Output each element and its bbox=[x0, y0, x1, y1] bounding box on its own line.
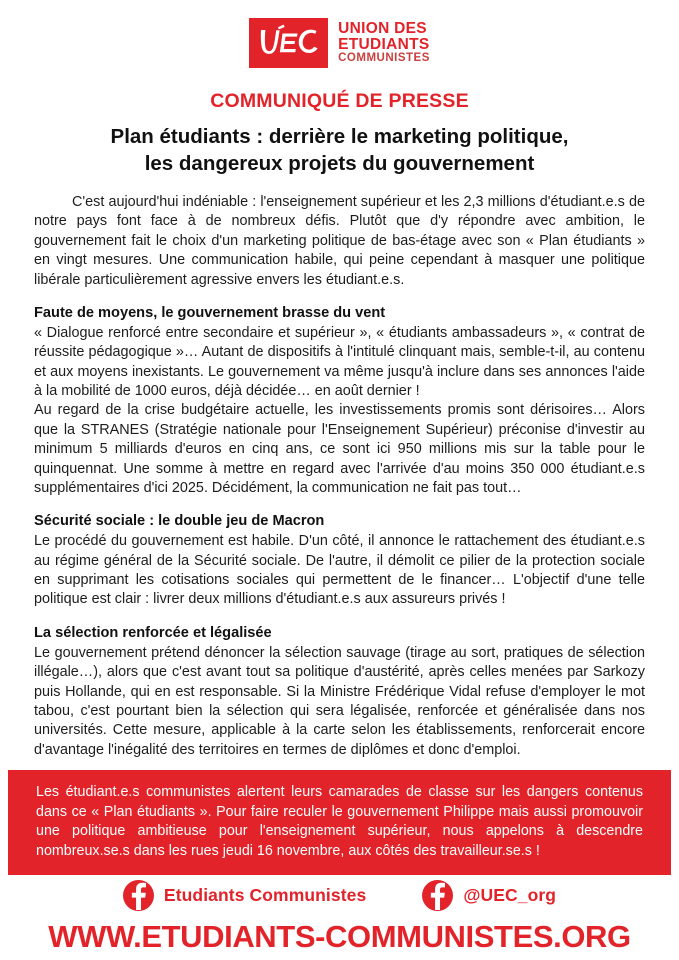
logo-header bbox=[0, 0, 679, 68]
call-to-action-banner bbox=[8, 770, 671, 875]
section-title: La sélection renforcée et légalisée bbox=[34, 624, 272, 641]
uec-logo-mark bbox=[249, 18, 328, 68]
uec-logo-wordmark bbox=[328, 18, 430, 68]
logo-line-3: COMMUNISTES bbox=[338, 52, 430, 65]
logo-line-1: UNION DES bbox=[338, 19, 427, 37]
social-link-facebook-handle[interactable] bbox=[422, 880, 556, 911]
logo-line-2: ETUDIANTS bbox=[338, 35, 430, 53]
article-body bbox=[0, 193, 679, 760]
section-paragraph: « Dialogue renforcé entre secondaire et supérieur », « étudiants ambassadeurs », « contrat de réussite pédagogique »… Autant de dispositifs à l'intitulé clinquant mais, semble-t-il, au contenu et aux moyens inexistants. Le gouvernement va même jusqu'à inclure dans ses annonces l'aide à la mobilité de 1000 euros, déjà décidée… en août dernier ! bbox=[34, 324, 645, 400]
facebook-icon bbox=[123, 880, 154, 911]
headline-line-2: les dangereux projets du gouvernement bbox=[144, 152, 535, 176]
section-paragraph: Le procédé du gouvernement est habile. D'un côté, il annonce le rattachement des étudiant.e.s au régime général de la Sécurité sociale. De l'autre, il démolit ce pilier de la protection sociale en supprimant les cotisations sociales qui permettent de le financer… L'objectif d'une telle politique est clair : livrer deux millions d'étudiant.e.s aux assureurs privés ! bbox=[34, 533, 645, 608]
section-title: Faute de moyens, le gouvernement brasse du vent bbox=[34, 304, 386, 321]
section-selection bbox=[34, 624, 645, 760]
website-url[interactable]: WWW.ETUDIANTS-COMMUNISTES.ORG bbox=[48, 919, 631, 954]
press-release-kicker: COMMUNIQUÉ DE PRESSE bbox=[210, 90, 469, 112]
intro-paragraph: C'est aujourd'hui indéniable : l'enseignement supérieur et les 2,3 millions d'étudiant.e.s de notre pays font face à de nombreux défis. Plutôt que d'y répondre avec ambition, le gouvernement fait le choix d'un marketing politique de bas-étage avec son « Plan étudiants » en vingt mesures. Une communication habile, qui peine cependant à masquer une politique libérale particulièrement agressive envers les étudiant.e.s. bbox=[34, 194, 645, 288]
section-moyens bbox=[34, 304, 645, 498]
social-label: @UEC_org bbox=[463, 885, 557, 905]
section-paragraph: Au regard de la crise budgétaire actuelle, les investissements promis sont dérisoires… Alors que la STRANES (Stratégie nationale pour l'Enseignement Supérieur) préconise d'investir au minimum 5 milliards d'euros en cinq ans, ce sont ici 950 millions mis sur la table pour le quinquennat. Une somme à mettre en regard avec l'arrivée d'au moins 350 000 étudiant.e.s supplémentaires d'ici 2025. Décidément, la communication ne fait pas tout… bbox=[34, 402, 645, 496]
headline-line-1: Plan étudiants : derrière le marketing politique, bbox=[110, 125, 569, 148]
social-link-facebook-page[interactable] bbox=[123, 880, 366, 911]
footer bbox=[0, 880, 679, 955]
call-to-action-text: Les étudiant.e.s communistes alertent leurs camarades de classe sur les dangers contenus dans ce « Plan étudiants ». Pour faire reculer le gouvernement Philippe mais aussi promouvoir une politique ambitieuse pour l'enseignement supérieur, nous appelons à descendre nombreux.se.s dans les rues jeudi 16 novembre, aux côtés des travailleur.se.s ! bbox=[36, 784, 643, 859]
social-label: Etudiants Communistes bbox=[163, 885, 367, 905]
social-links-row bbox=[0, 880, 679, 911]
section-title: Sécurité sociale : le double jeu de Macron bbox=[34, 513, 325, 530]
uec-monogram-icon bbox=[256, 24, 322, 62]
section-paragraph: Le gouvernement prétend dénoncer la sélection sauvage (tirage au sort, pratiques de sélection illégale…), alors que c'est avant tout sa politique d'austérité, après celles menées par Sarkozy puis Hollande, qui en est responsable. Si la Ministre Frédérique Vidal refuse d'employer le mot tabou, c'est pourtant bien la sélection qui sera légalisée, renforcée et généralisée dans nos universités. Cette mesure, applicable à la carte selon les établissements, renforcerait encore d'avantage l'inégalité des territoires en termes de diplômes et donc d'emploi. bbox=[34, 644, 645, 758]
page-title bbox=[0, 123, 679, 177]
uec-logo bbox=[249, 18, 430, 68]
facebook-icon bbox=[422, 880, 453, 911]
section-securite-sociale bbox=[34, 512, 645, 609]
